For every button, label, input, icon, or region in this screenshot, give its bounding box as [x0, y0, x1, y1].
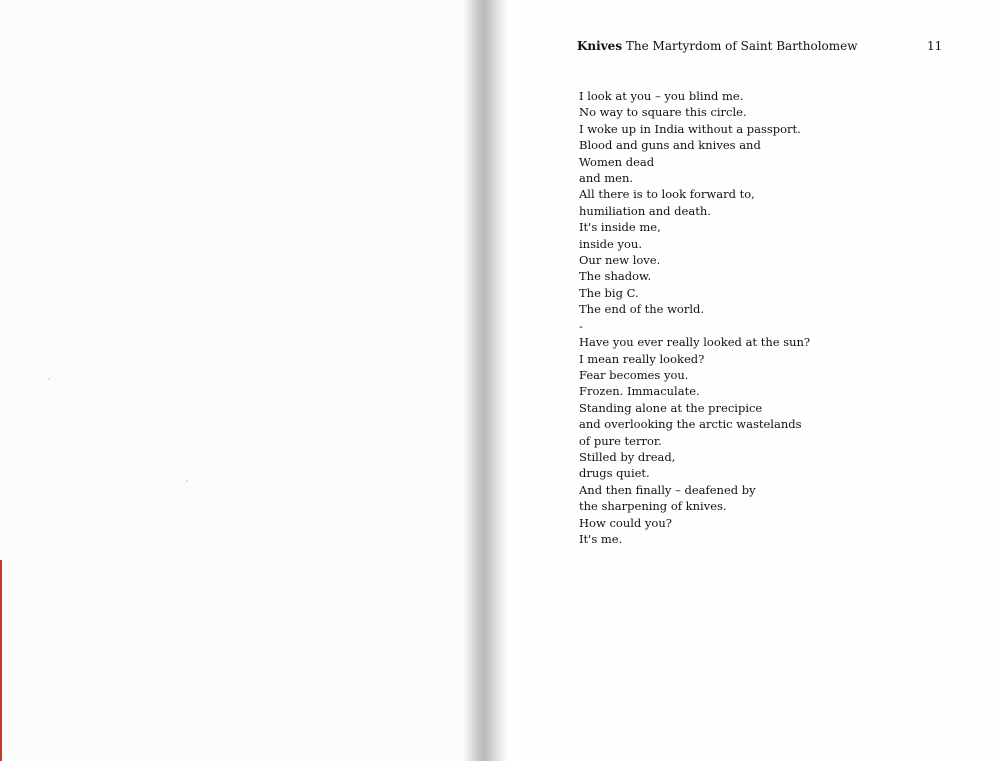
poem-title: Knives: [577, 39, 623, 53]
poem-line: It's inside me,: [579, 220, 661, 235]
running-head: [577, 39, 858, 53]
poem-line: Frozen. Immaculate.: [579, 384, 700, 399]
poem-line: No way to square this circle.: [579, 105, 747, 120]
poem-line: of pure terror.: [579, 433, 662, 448]
poem-body: [579, 88, 810, 547]
poem-line: and men.: [579, 171, 634, 186]
poem-line: Have you ever really looked at the sun?: [579, 335, 811, 350]
poem-line: I woke up in India without a passport.: [579, 121, 801, 136]
poem-line: The big C.: [579, 285, 639, 300]
poem-line: I mean really looked?: [579, 351, 705, 366]
page-number: 11: [927, 39, 943, 53]
book-gutter: [462, 0, 508, 761]
poem-line: Standing alone at the precipice: [579, 400, 763, 415]
poem-line: -: [579, 318, 583, 333]
paper-speck: [186, 480, 188, 482]
poem-subtitle: The Martyrdom of Saint Bartholomew: [622, 39, 858, 53]
poem-line: How could you?: [579, 515, 672, 530]
poem-line: humiliation and death.: [579, 203, 711, 218]
poem-line: Fear becomes you.: [579, 367, 689, 382]
poem-line: The shadow.: [579, 269, 652, 284]
poem-line: The end of the world.: [579, 302, 705, 317]
poem-line: Blood and guns and knives and: [579, 138, 761, 153]
poem-line: Stilled by dread,: [579, 449, 676, 464]
cover-edge: [0, 560, 2, 761]
poem-line: Women dead: [579, 154, 655, 169]
poem-line: drugs quiet.: [579, 466, 650, 481]
left-page: [0, 0, 470, 761]
poem-line: It's me.: [579, 531, 623, 546]
paper-speck: [48, 378, 50, 380]
poem-line: I look at you – you blind me.: [579, 89, 744, 103]
poem-line: And then finally – deafened by: [579, 482, 756, 497]
poem-line: Our new love.: [579, 253, 661, 268]
poem-line: the sharpening of knives.: [579, 499, 727, 514]
poem-line: All there is to look forward to,: [579, 187, 755, 202]
poem-line: inside you.: [579, 236, 642, 251]
poem-line: and overlooking the arctic wastelands: [579, 417, 802, 432]
